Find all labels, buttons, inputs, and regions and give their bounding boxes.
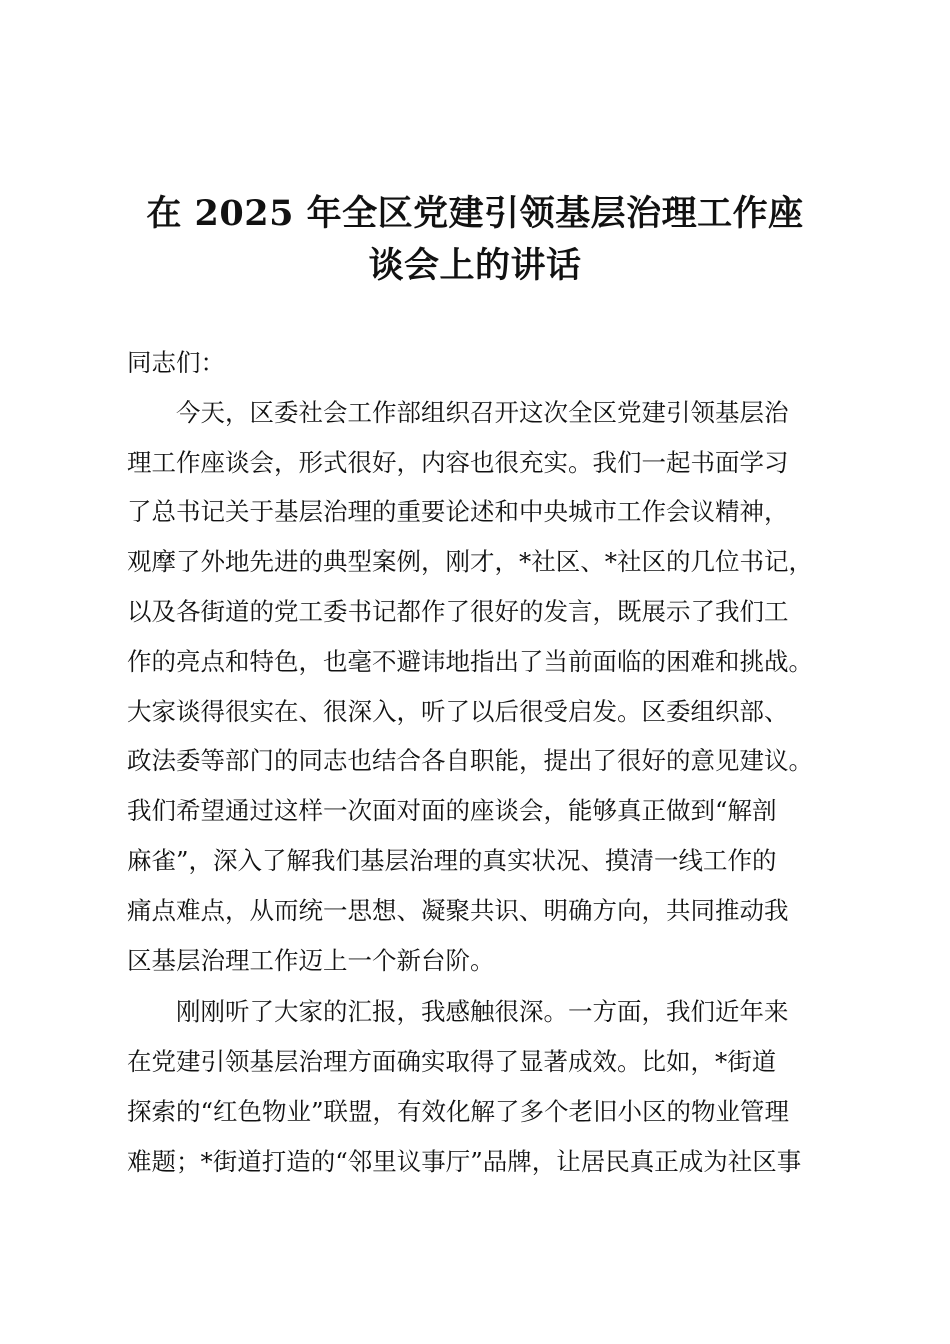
paragraph-line: 在党建引领基层治理方面确实取得了显著成效。比如，*街道 (127, 1047, 777, 1077)
paragraph-line: 麻雀”，深入了解我们基层治理的真实状况、摸清一线工作的 (127, 845, 777, 875)
paragraph-line: 观摩了外地先进的典型案例，刚才，*社区、*社区的几位书记， (127, 547, 813, 577)
paragraph-line: 我们希望通过这样一次面对面的座谈会，能够真正做到“解剖 (127, 796, 777, 826)
paragraph-line: 刚刚听了大家的汇报，我感触很深。一方面，我们近年来 (176, 997, 789, 1027)
paragraph-2 (127, 987, 847, 1186)
paragraph-line: 以及各街道的党工委书记都作了很好的发言，既展示了我们工 (127, 596, 789, 626)
paragraph-line: 痛点难点，从而统一思想、凝聚共识、明确方向，共同推动我 (127, 895, 789, 925)
title-line-1: 在 2025 年全区党建引领基层治理工作座 (146, 193, 804, 234)
paragraph-line: 探索的“红色物业”联盟，有效化解了多个老旧小区的物业管理 (127, 1096, 790, 1126)
paragraph-line: 作的亮点和特色，也毫不避讳地指出了当前面临的困难和挑战。 (127, 646, 813, 676)
paragraph-line: 大家谈得很实在、很深入，听了以后很受启发。区委组织部、 (127, 696, 789, 726)
document-title (100, 188, 850, 292)
salutation: 同志们： (127, 348, 225, 377)
document-body (127, 338, 847, 1187)
paragraph-line: 了总书记关于基层治理的重要论述和中央城市工作会议精神， (127, 497, 789, 527)
paragraph-line: 难题；*街道打造的“邻里议事厅”品牌，让居民真正成为社区事 (127, 1146, 802, 1176)
paragraph-line: 今天，区委社会工作部组织召开这次全区党建引领基层治 (176, 397, 789, 427)
paragraph-line: 理工作座谈会，形式很好，内容也很充实。我们一起书面学习 (127, 447, 789, 477)
paragraph-1 (127, 388, 847, 986)
paragraph-line: 区基层治理工作迈上一个新台阶。 (127, 945, 495, 975)
title-line-2: 谈会上的讲话 (368, 245, 582, 286)
paragraph-line: 政法委等部门的同志也结合各自职能，提出了很好的意见建议。 (127, 746, 813, 776)
